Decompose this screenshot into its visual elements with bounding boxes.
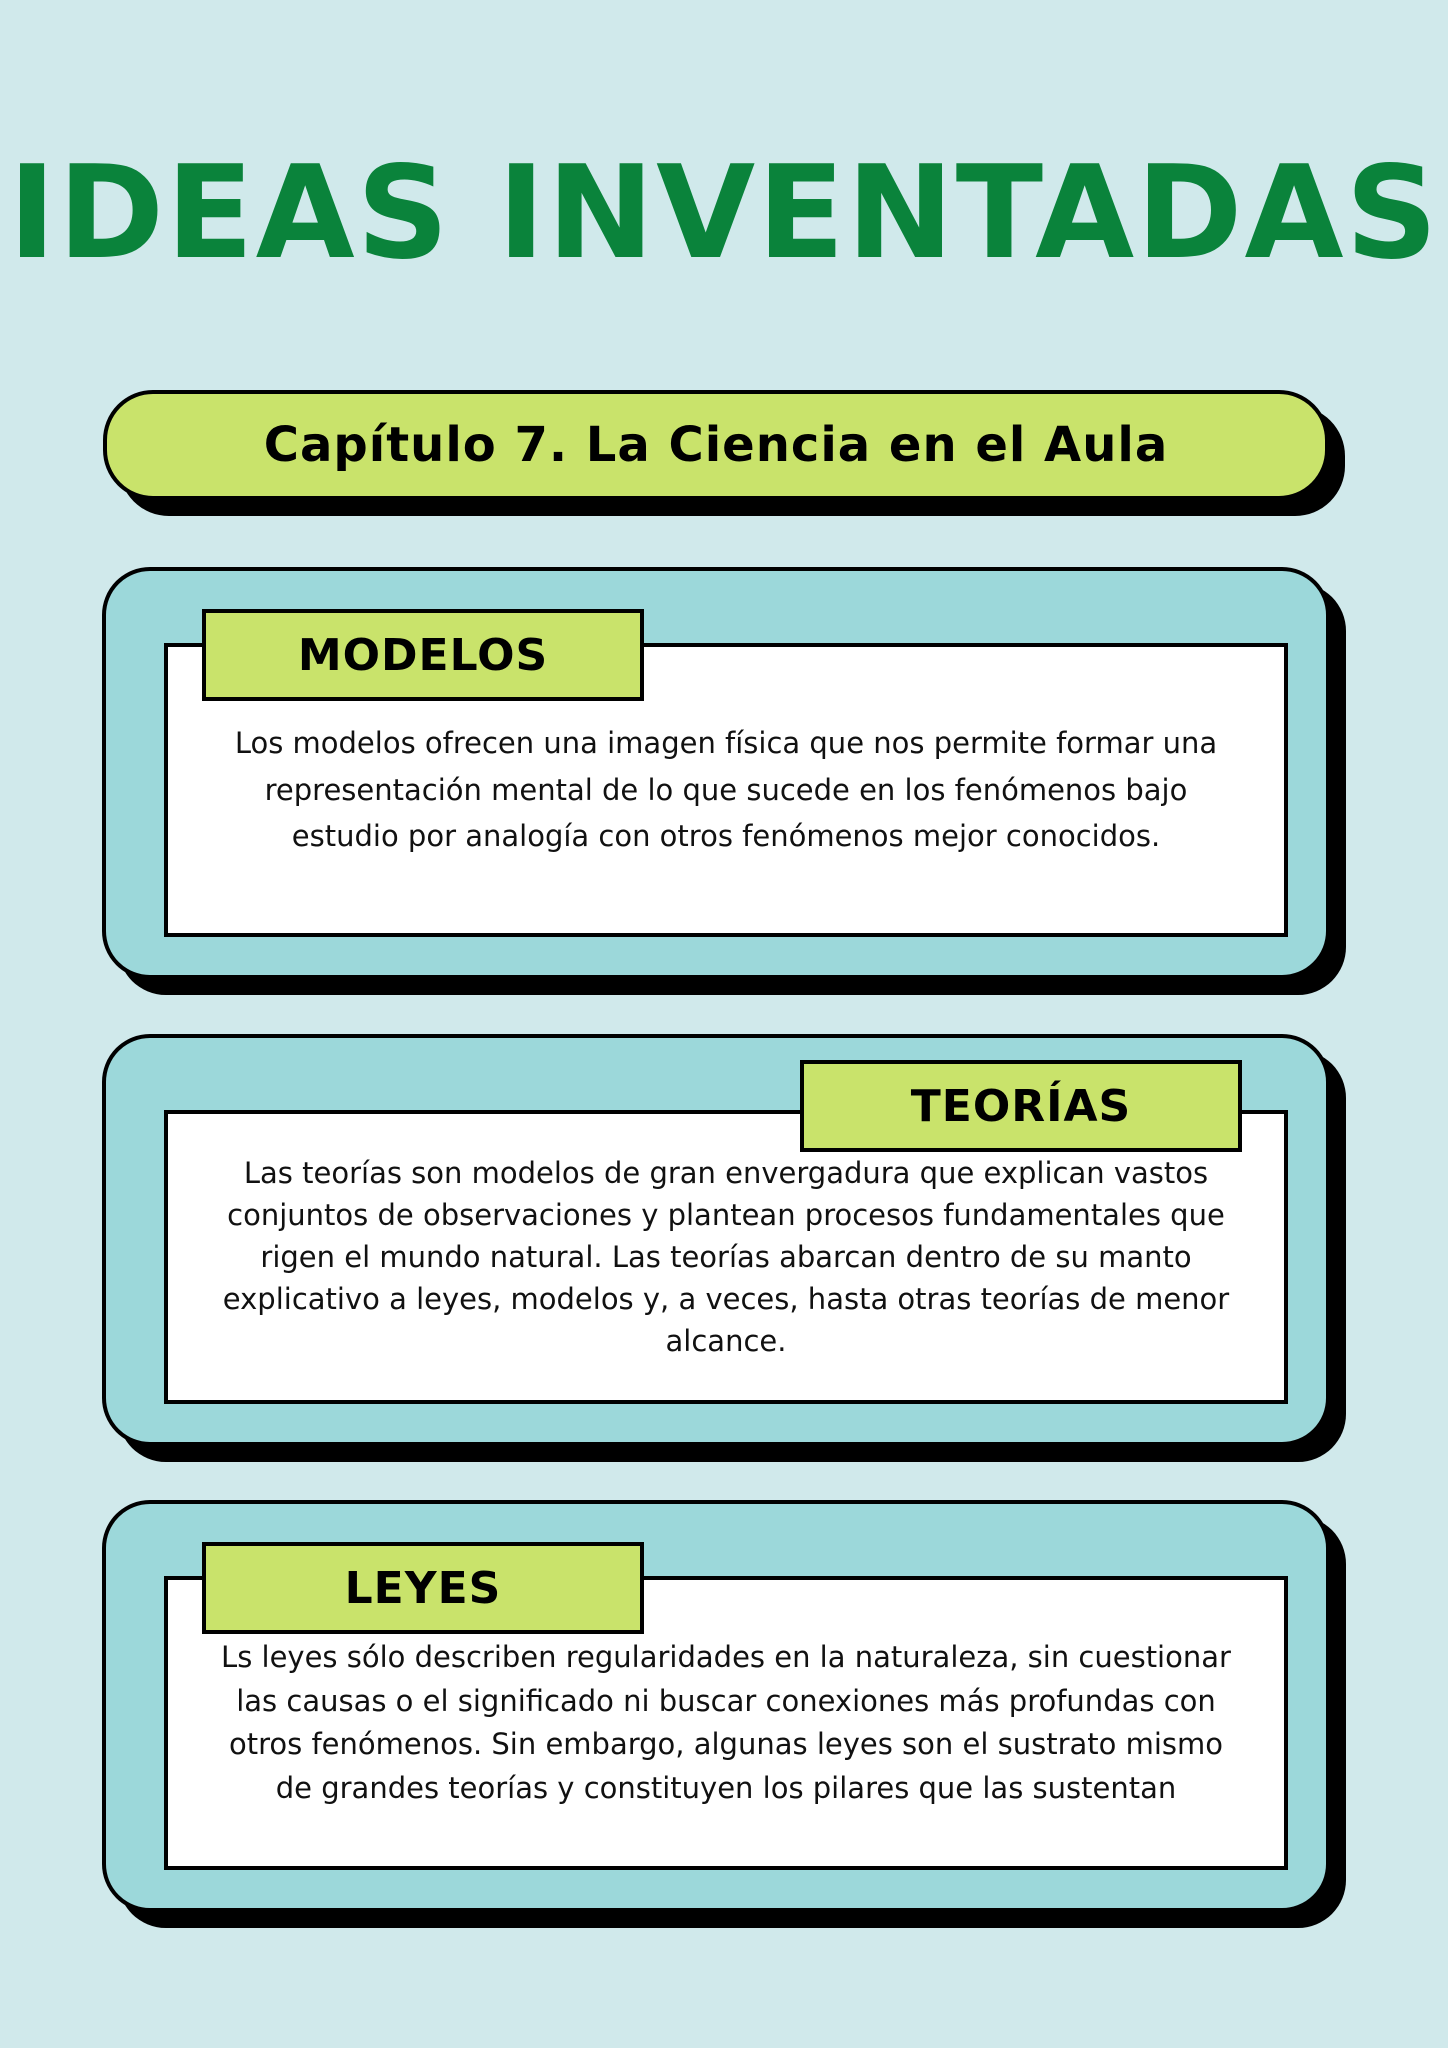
section-label: LEYES <box>202 1542 644 1634</box>
section-text: Los modelos ofrecen una imagen física que nos permite formar una representación mental de lo que sucede en los fenómenos bajo estudio por analogía con otros fenómenos mejor conocidos. <box>234 726 1218 854</box>
page-title: IDEAS INVENTADAS <box>8 139 1440 288</box>
section-label: MODELOS <box>202 609 644 701</box>
section-text: Ls leyes sólo describen regularidades en la naturaleza, sin cuestionar las causas o el significado ni buscar conexiones más profundas con otros fenómenos. Sin embargo, algunas leyes son el sustrato mismo de grandes teorías y constituyen los pilares que las sustentan <box>221 1640 1231 1805</box>
section-card-modelos <box>102 567 1330 979</box>
section-label: TEORÍAS <box>800 1060 1242 1152</box>
section-body <box>164 1110 1288 1404</box>
chapter-banner <box>103 390 1329 500</box>
chapter-title: Capítulo 7. La Ciencia en el Aula <box>263 417 1169 473</box>
section-card-leyes <box>102 1500 1330 1912</box>
section-card-teorias <box>102 1034 1330 1446</box>
section-text: Las teorías son modelos de gran envergadura que explican vastos conjuntos de observaciones y plantean procesos fundamentales que rigen el mundo natural. Las teorías abarcan dentro de su manto explicativo a leyes, modelos y, a veces, hasta otras teorías de menor alcance. <box>222 1155 1230 1359</box>
